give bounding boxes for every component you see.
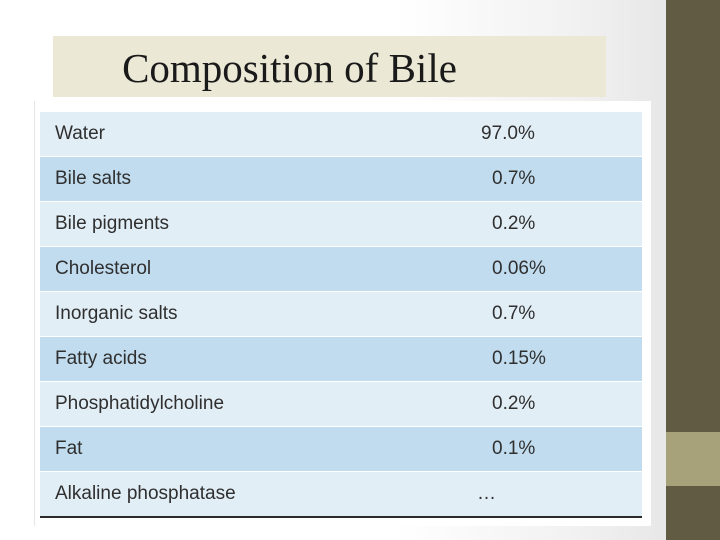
slide-title: Composition of Bile [122,45,457,91]
component-name: Alkaline phosphatase [40,472,477,518]
component-percent: 97.0% [477,112,642,157]
component-percent: 0.06% [477,247,642,292]
component-percent: 0.2% [477,202,642,247]
component-name: Fatty acids [40,337,477,382]
table-row [40,292,642,337]
table-row [40,247,642,292]
component-percent: 0.7% [477,292,642,337]
slide-side-accent [666,432,720,486]
title-banner [53,36,606,97]
composition-table [40,111,642,518]
component-name: Water [40,112,477,157]
component-name: Phosphatidylcholine [40,382,477,427]
component-percent: … [477,472,642,518]
component-percent: 0.2% [477,382,642,427]
table-row [40,337,642,382]
table-row [40,157,642,202]
component-name: Bile pigments [40,202,477,247]
component-name: Bile salts [40,157,477,202]
component-name: Cholesterol [40,247,477,292]
table-row [40,202,642,247]
composition-table-panel [34,101,651,526]
component-percent: 0.1% [477,427,642,472]
component-name: Fat [40,427,477,472]
table-row [40,472,642,518]
component-percent: 0.15% [477,337,642,382]
table-row [40,427,642,472]
component-percent: 0.7% [477,157,642,202]
table-row [40,382,642,427]
table-row [40,112,642,157]
component-name: Inorganic salts [40,292,477,337]
